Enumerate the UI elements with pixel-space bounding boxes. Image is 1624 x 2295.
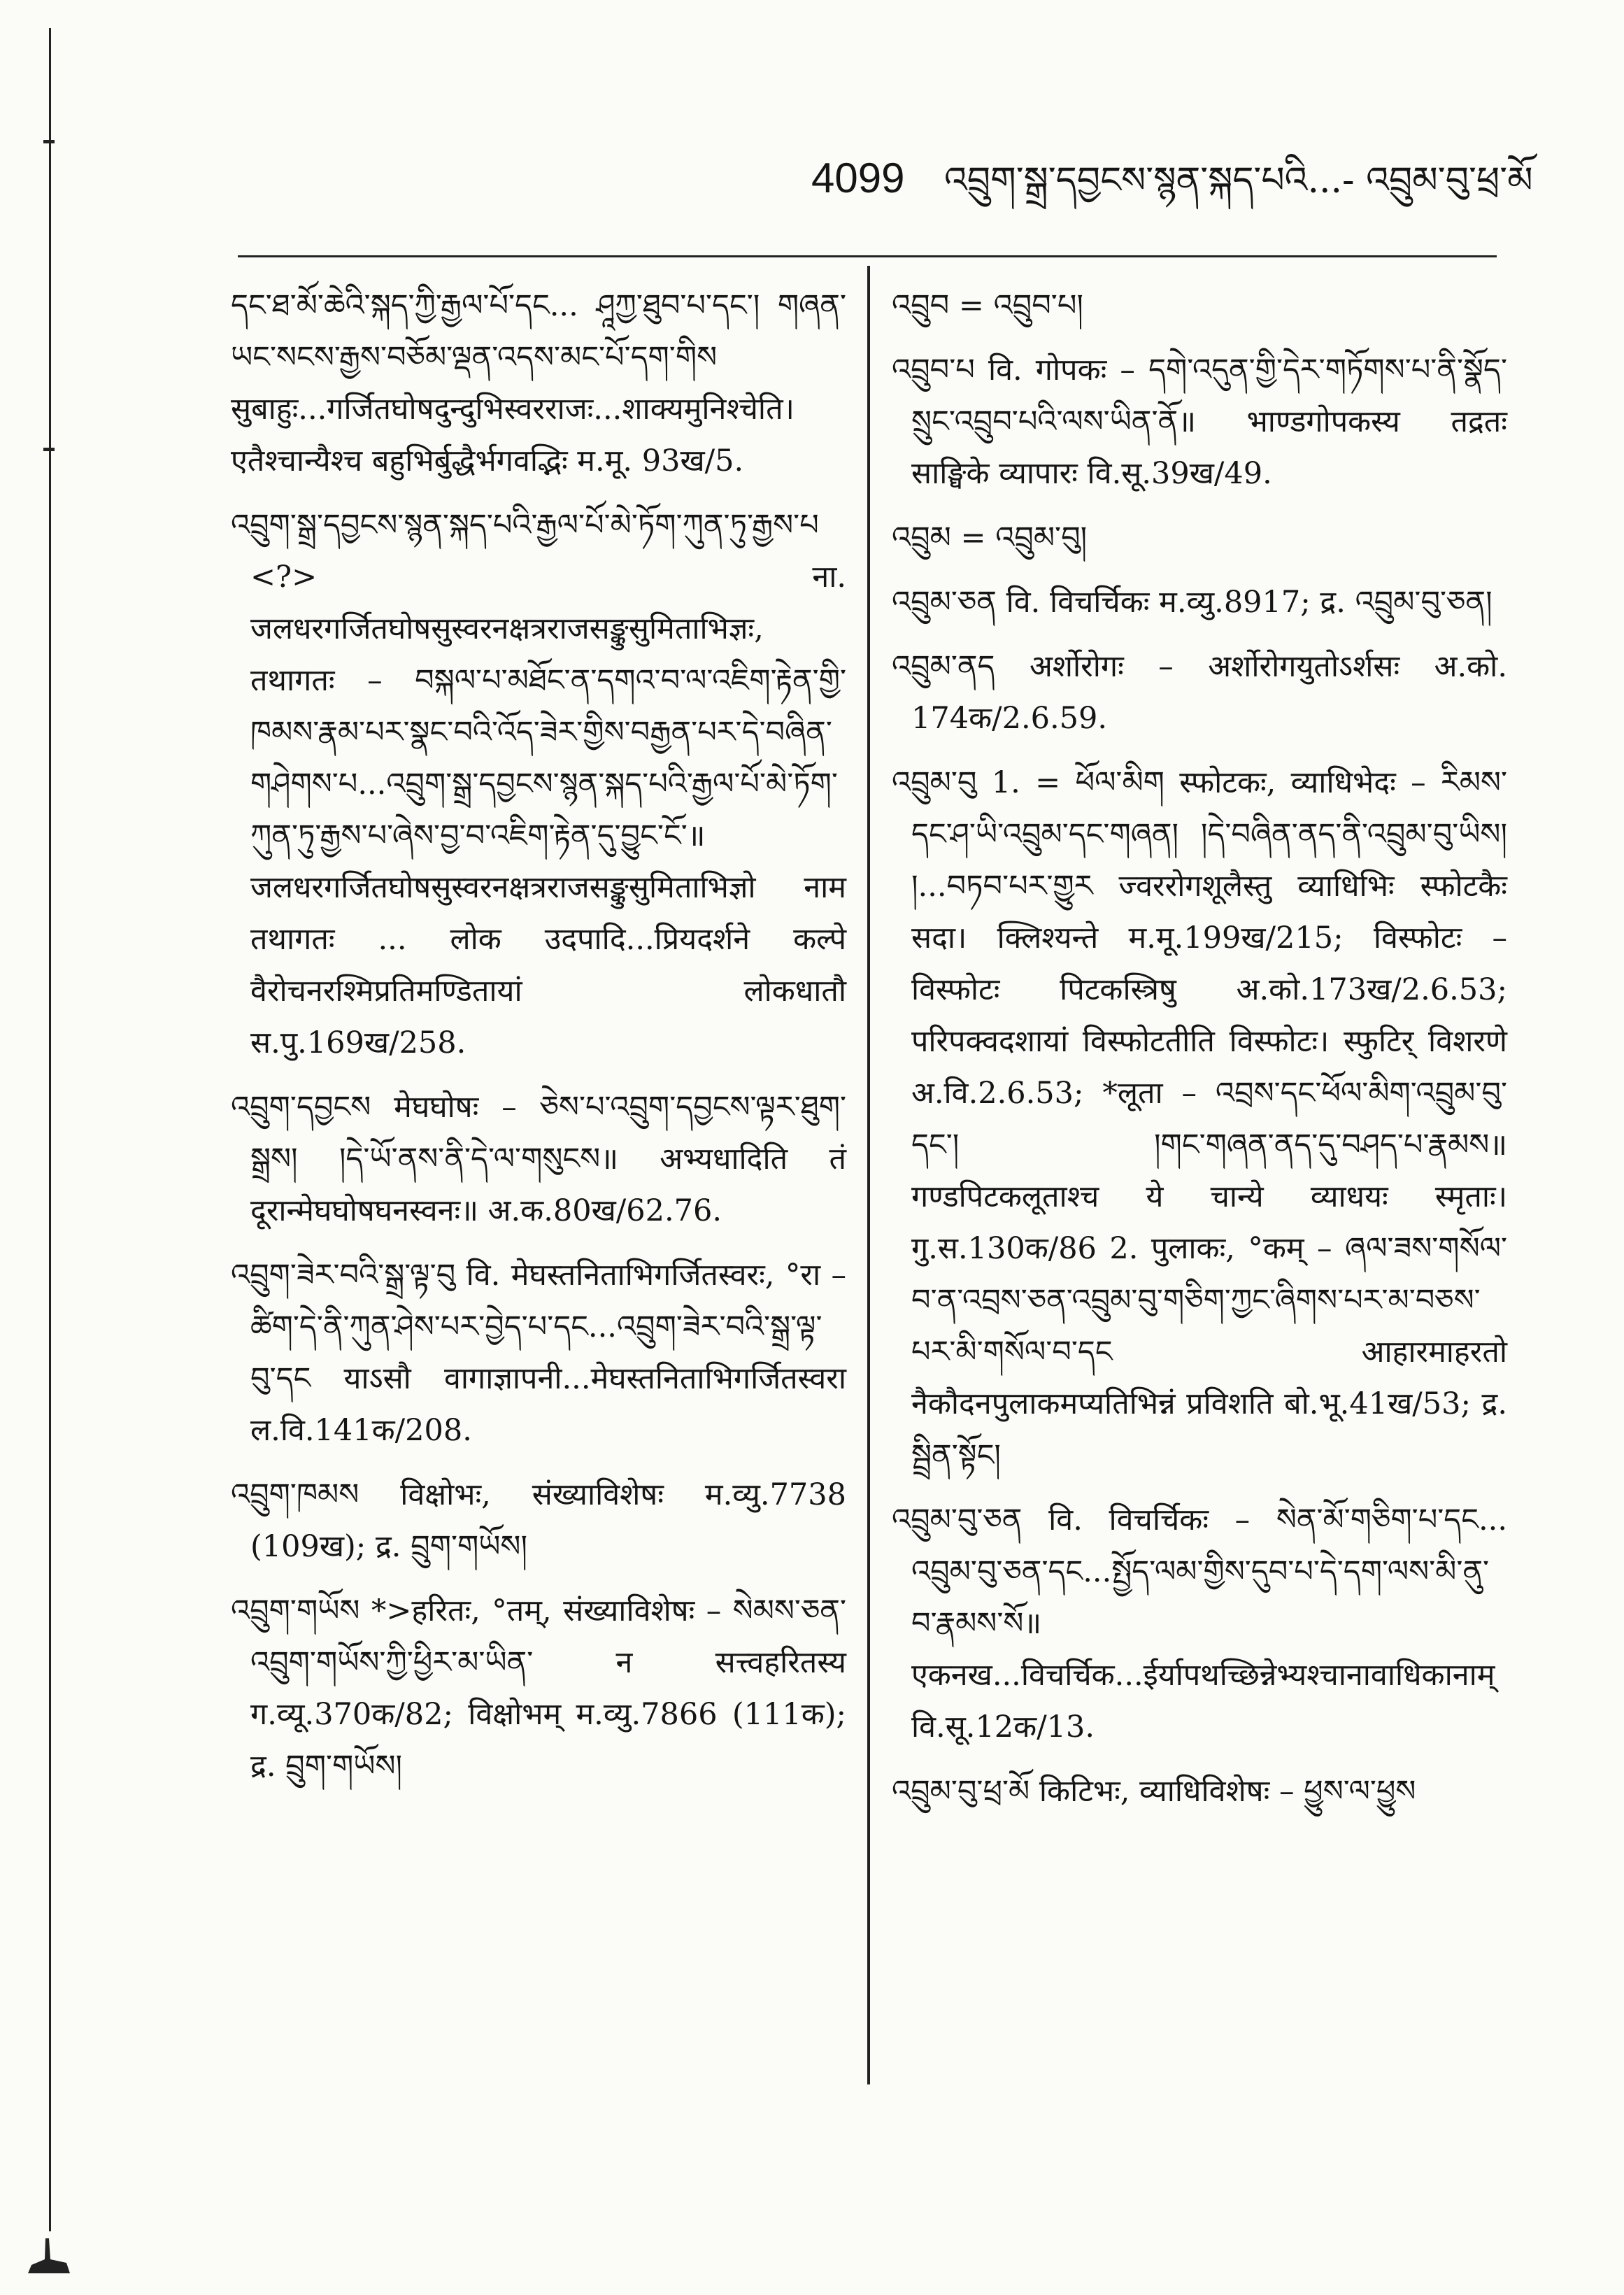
running-title: འབྲུག་སྒྲ་དབྱངས་སྙན་སྐད་པའི...- འབྲུམ་བུ་ཕྲ་མོ xyxy=(944,159,1533,201)
dictionary-entry: འབྲུབ་པ वि. गोपकः – དགེ་འདུན་གྱི་དེར་གཏོགས་པ་ནི་སྣོད་སྲུང་འབྲུབ་པའི་ལས་ཡིན་ནོ॥ भाण्डगोपकस्य तद्रतः साङ्घिके व्यापारः वि.सू.39ख/49. xyxy=(892,353,1507,491)
dictionary-entry: འབྲུག་ཁམས विक्षोभः, संख्याविशेषः म.व्यु.7738 (109ख); द्र. བྲུག་གཡོས། xyxy=(231,1477,846,1564)
dictionary-entry: འབྲུབ = འབྲུབ་པ། xyxy=(892,288,1083,323)
page-number: 4099 xyxy=(811,155,905,201)
dictionary-entry: དང་ཐ་མོ་ཆེའི་སྐད་ཀྱི་རྒྱལ་པོ་དང... ཤཱཀྱ་ཐུབ་པ་དང་། གཞན་ཡང་སངས་རྒྱས་བཅོམ་ལྡན་འདས་མང་པོ་དག་གིས सुबाहुः...गर्जितघोषदुन्दुभिस्वरराजः...शाक्यमुनिश्चेति। एतैश्चान्यैश्च बहुभिर्बुद्धैर्भगवद्भिः म.मू. 93ख/5. xyxy=(231,288,846,478)
left-column xyxy=(231,280,846,1805)
dictionary-entry: འབྲུག་སྒྲ་དབྱངས་སྙན་སྐད་པའི་རྒྱལ་པོ་མེ་ཏོག་ཀུན་ཏུ་རྒྱས་པ <?> ना. जलधरगर्जितघोषसुस्वरनक्षत्रराजसङ्कुसुमिताभिज्ञः, तथागतः – བསྐལ་པ་མཐོང་ན་དགའ་བ་ལ་འཇིག་རྟེན་གྱི་ཁམས་རྣམ་པར་སྣང་བའི་འོད་ཟེར་གྱིས་བརྒྱན་པར་དེ་བཞིན་གཤེགས་པ...འབྲུག་སྒྲ་དབྱངས་སྙན་སྐད་པའི་རྒྱལ་པོ་མེ་ཏོག་ཀུན་ཏུ་རྒྱས་པ་ཞེས་བྱ་བ་འཇིག་རྟེན་དུ་བྱུང་ངོ་॥ जलधरगर्जितघोषसुस्वरनक्षत्रराजसङ्कुसुमिताभिज्ञो नाम तथागतः ... लोक उदपादि...प्रियदर्शने कल्पे वैरोचनरश्मिप्रतिमण्डितायां लोकधातौ स.पु.169ख/258. xyxy=(231,508,846,1060)
dictionary-entry: འབྲུམ = འབྲུམ་བུ། xyxy=(892,520,1088,555)
column-divider xyxy=(867,266,870,2084)
scan-artifact-icon xyxy=(28,2238,70,2273)
margin-tick xyxy=(43,448,55,451)
dictionary-entry: འབྲུག་ཟེར་བའི་སྒྲ་ལྟ་བུ वि. मेघस्तनिताभिगर्जितस्वरः, °रा – ཚིག་དེ་ནི་ཀུན་ཤེས་པར་བྱེད་པ་དང...འབྲུག་ཟེར་བའི་སྒྲ་ལྟ་བུ་དང याऽसौ वागाज्ञापनी...मेघस्तनिताभिगर्जितस्वरा ल.वि.141क/208. xyxy=(231,1258,846,1448)
dictionary-entry: འབྲུག་གཡོས *>हरितः, °तम्, संख्याविशेषः – སེམས་ཅན་འབྲུག་གཡོས་ཀྱི་ཕྱིར་མ་ཡིན་ न सत्त्वहरितस्य ग.व्यू.370क/82; विक्षोभम् म.व्यु.7866 (111क); द्र. བྲུག་གཡོས། xyxy=(231,1593,846,1784)
dictionary-entry: འབྲུམ་བུ་ཅན वि. विचर्चिकः – སེན་མོ་གཅིག་པ་དང... འབྲུམ་བུ་ཅན་དང...སྤྱོད་ལམ་གྱིས་དུབ་པ་དེ་དག་ལས་མི་ནུ་བ་རྣམས་སོ॥ एकनख...विचर्चिक...ईर्यापथच्छिन्नेभ्यश्चानावाधिकानाम् वि.सू.12क/13. xyxy=(892,1502,1507,1745)
right-column xyxy=(892,280,1507,1830)
dictionary-entry: འབྲུམ་བུ་ཕྲ་མོ किटिभः, व्याधिविशेषः – ཕྱུས་ལ་ཕྱུས xyxy=(892,1774,1416,1809)
dictionary-entry: འབྲུམ་ཅན वि. विचर्चिकः म.व्यु.8917; द्र. འབྲུམ་བུ་ཅན། xyxy=(892,585,1493,620)
dictionary-entry: འབྲུམ་ནད अर्शोरोगः – अर्शोरोगयुतोऽर्शसः अ.को. 174क/2.6.59. xyxy=(892,649,1507,736)
dictionary-entry: འབྲུམ་བུ 1. = ཕོལ་མིག स्फोटकः, व्याधिभेदः – རིམས་དང་ཤ་ཡི་འབྲུམ་དང་གཞན། །དེ་བཞིན་ནད་ནི་འབྲུམ་བུ་ཡིས། །...བཏབ་པར་གྱུར ज्वररोगशूलैस्तु व्याधिभिः स्फोटकैः सदा। क्लिश्यन्ते म.मू.199ख/215; विस्फोटः – विस्फोटः पिटकस्त्रिषु अ.को.173ख/2.6.53; परिपक्वदशायां विस्फोटतीति विस्फोटः। स्फुटिर् विशरणे अ.वि.2.6.53; *लूता – འབྲས་དང་ཕོལ་མིག་འབྲུམ་བུ་དང་། །གང་གཞན་ནད་དུ་བཤད་པ་རྣམས॥ गण्डपिटकलूताश्च ये चान्ये व्याधयः स्मृताः। गु.स.130क/86 2. पुलाकः, °कम् – ཞལ་ཟས་གསོལ་བ་ན་འབྲས་ཅན་འབྲུམ་བུ་གཅིག་ཀྱང་ཞིགས་པར་མ་བཅས་པར་མི་གསོལ་བ་དང आहारमाहरतो नैकौदनपुलाकमप्यतिभिन्नं प्रविशति बो.भू.41ख/53; द्र. སྦྲིན་སྟོང། xyxy=(892,765,1507,1473)
margin-line xyxy=(49,28,51,2231)
dictionary-entry: འབྲུག་དབྱངས मेघघोषः – ཅེས་པ་འབྲུག་དབྱངས་ལྟར་ཐུག་སྒྲས། །དེ་ཡོ་ནས་ནི་དེ་ལ་གསུངས॥ अभ्यधादिति तं दूरान्मेघघोषघनस्वनः॥ अ.क.80ख/62.76. xyxy=(231,1090,846,1228)
header-rule xyxy=(238,255,1497,257)
margin-tick xyxy=(43,140,55,143)
page-header xyxy=(811,150,1533,206)
